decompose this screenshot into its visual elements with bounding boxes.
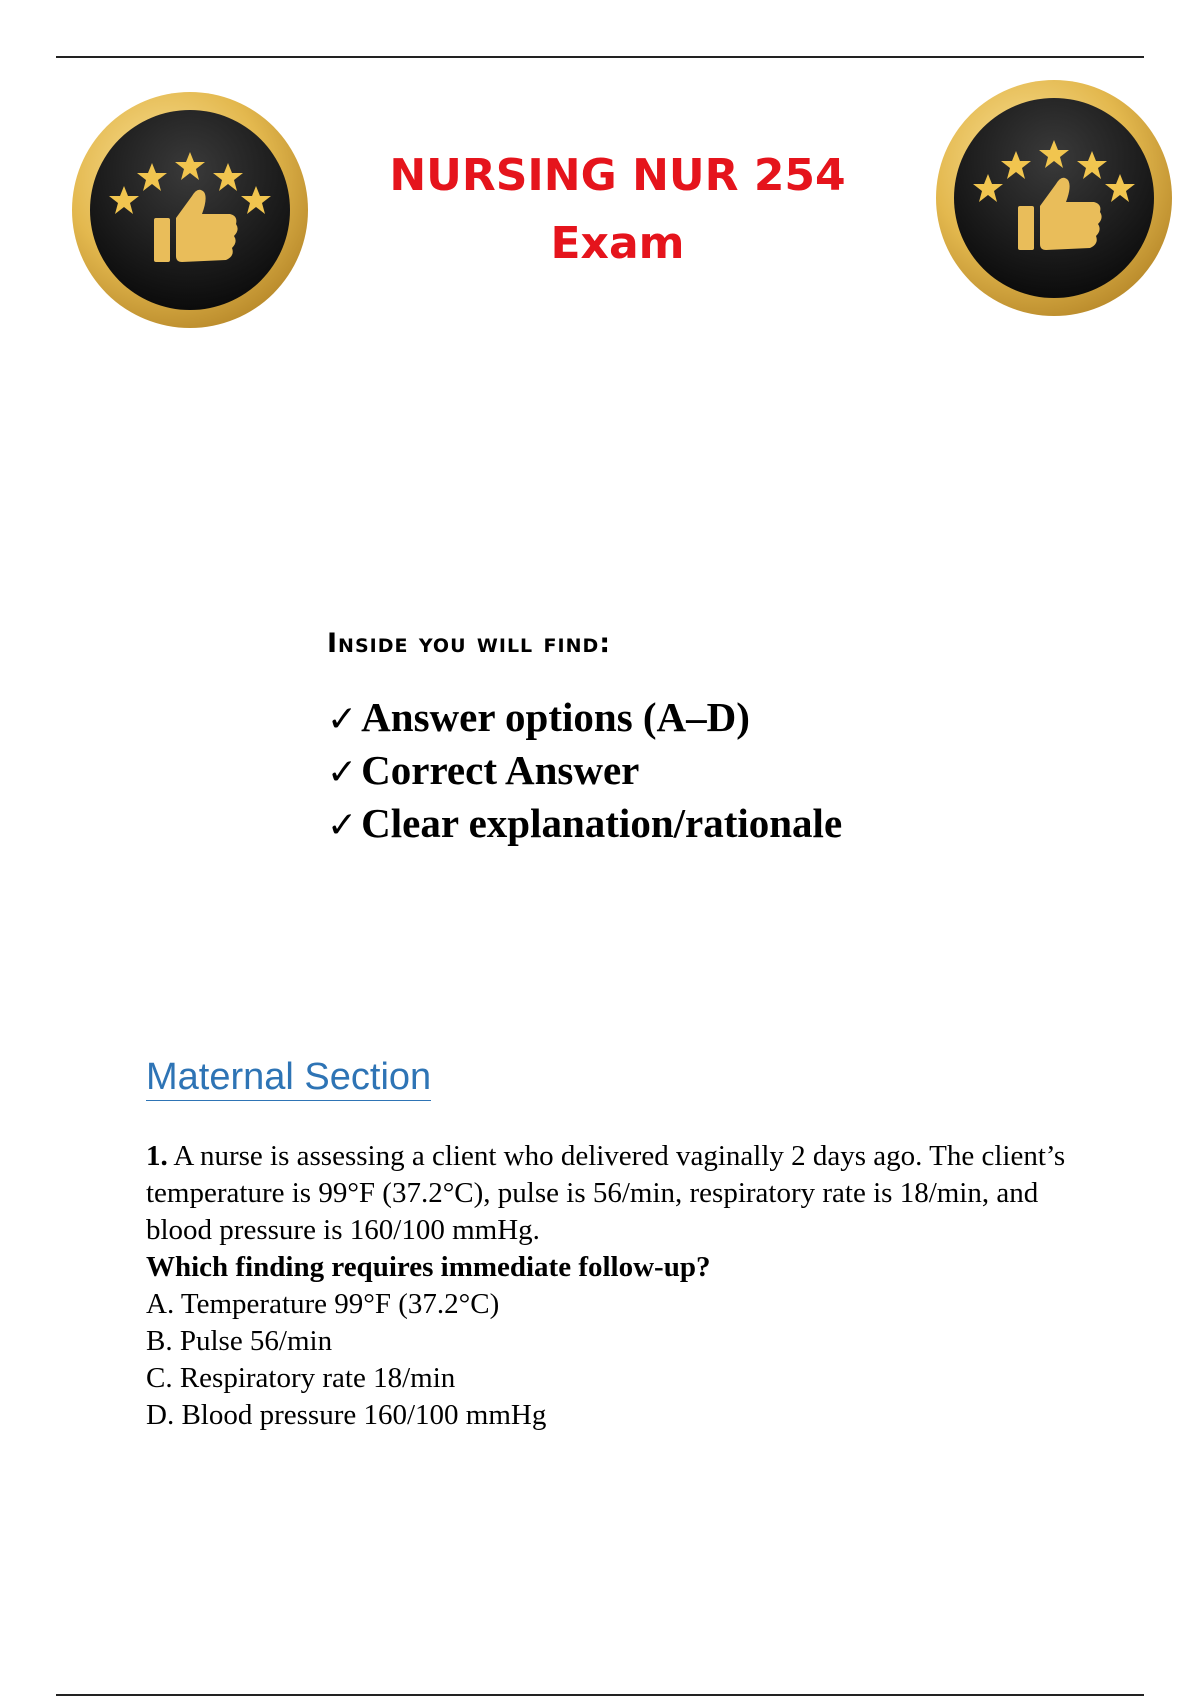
- section-heading: Maternal Section: [146, 1054, 431, 1101]
- document-title: NURSING NUR 254: [389, 150, 846, 201]
- question-prompt: Which finding requires immediate follow-up?: [146, 1251, 711, 1283]
- checkmark-icon: ✓: [327, 699, 358, 740]
- feature-label: Clear explanation/rationale: [361, 800, 843, 846]
- feature-item: [327, 745, 842, 798]
- feature-item: [327, 798, 842, 851]
- answer-option-d: D. Blood pressure 160/100 mmHg: [146, 1399, 547, 1431]
- feature-label: Answer options (A–D): [361, 694, 750, 740]
- features-list: [327, 692, 842, 851]
- question-block: [146, 1138, 1086, 1434]
- checkmark-icon: ✓: [327, 805, 358, 846]
- top-divider: [56, 56, 1144, 58]
- features-heading: Inside you will find:: [327, 628, 612, 659]
- answer-option-b: B. Pulse 56/min: [146, 1325, 333, 1357]
- feature-label: Correct Answer: [361, 747, 640, 793]
- rating-badge-left: [70, 90, 310, 330]
- answer-option-a: A. Temperature 99°F (37.2°C): [146, 1288, 500, 1320]
- feature-item: [327, 692, 842, 745]
- document-subtitle: Exam: [550, 218, 685, 269]
- question-stem: A nurse is assessing a client who delivered vaginally 2 days ago. The client’s temperature is 99°F (37.2°C), pulse is 56/min, respiratory rate is 18/min, and blood pressure is 160/100 mmHg.: [146, 1140, 1066, 1246]
- bottom-divider: [56, 1694, 1144, 1696]
- checkmark-icon: ✓: [327, 752, 358, 793]
- rating-badge-right: [934, 78, 1174, 318]
- question-number: 1.: [146, 1140, 168, 1172]
- answer-option-c: C. Respiratory rate 18/min: [146, 1362, 456, 1394]
